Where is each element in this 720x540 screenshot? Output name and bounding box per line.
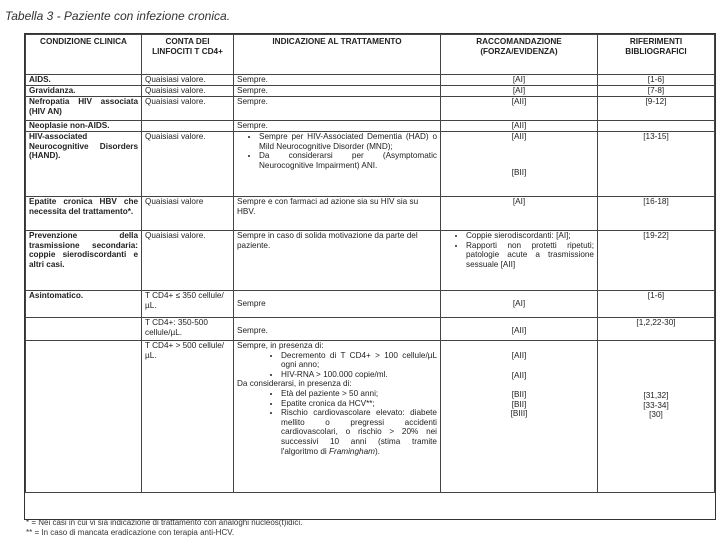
cell-references xyxy=(598,121,715,132)
cell-condition: Prevenzione della trasmissione secondaria: coppie sierodiscordanti e altri casi. xyxy=(26,231,142,291)
rec-value: [AII] xyxy=(511,326,527,335)
list-item xyxy=(281,408,437,456)
cell-indication: Sempre. xyxy=(234,75,441,86)
header-condition: CONDIZIONE CLINICA xyxy=(26,35,142,75)
cell-cd4: T CD4+: 350-500 cellule/µL. xyxy=(142,318,234,341)
cell-recommendation: [AI] xyxy=(441,75,598,86)
cell-indication xyxy=(234,291,441,318)
ref-value: [30] xyxy=(649,410,663,420)
table-row xyxy=(26,75,715,86)
cell-recommendation xyxy=(441,132,598,197)
cell-references: [1-6] xyxy=(598,291,715,318)
cell-indication: Sempre. xyxy=(234,121,441,132)
header-cd4: CONTA DEI LINFOCITI T CD4+ xyxy=(142,35,234,75)
cell-references: [1,2,22-30] xyxy=(598,318,715,341)
list-item-closing: ). xyxy=(374,446,380,456)
cell-condition: Gravidanza. xyxy=(26,86,142,97)
cell-cd4 xyxy=(142,121,234,132)
list-item: • HIV-RNA > 100.000 copie/ml. xyxy=(281,370,437,380)
cell-condition: Asintomatico. xyxy=(26,291,142,318)
table-row xyxy=(26,197,715,231)
cell-cd4: Quaisiasi valore. xyxy=(142,231,234,291)
table-row xyxy=(26,86,715,97)
indication-text: Sempre. xyxy=(237,326,268,335)
cell-indication: Sempre in caso di solida motivazione da parte del paziente. xyxy=(234,231,441,291)
list-item: • Da considerarsi per (Asymptomatic Neurocognitive Impairment) ANI. xyxy=(259,151,437,170)
indication-intro: Sempre, in presenza di: xyxy=(237,341,324,350)
cell-references: [13-15] xyxy=(598,132,715,197)
cell-indication xyxy=(234,132,441,197)
list-item: • Coppie sierodiscordanti: [AI]; xyxy=(466,231,594,241)
cell-references xyxy=(598,341,715,493)
header-recommendation: RACCOMANDAZIONE (FORZA/EVIDENZA) xyxy=(441,35,598,75)
cell-references: [16-18] xyxy=(598,197,715,231)
list-item-text: Rischio cardiovascolare elevato: diabete mellito o pregressi accidenti cardiovascolari, o rischio > 20% nei successivi 10 anni (stima tramite l'algoritmo di xyxy=(281,408,437,456)
cell-recommendation: [AII] xyxy=(441,97,598,121)
cell-cd4: Quaisiasi valore. xyxy=(142,132,234,197)
cell-recommendation: [AI] xyxy=(441,86,598,97)
table-row xyxy=(26,97,715,121)
table-row xyxy=(26,121,715,132)
cell-references: [9-12] xyxy=(598,97,715,121)
cell-references: [7-8] xyxy=(598,86,715,97)
cell-recommendation: [AII] xyxy=(441,121,598,132)
cell-condition: Neoplasie non-AIDS. xyxy=(26,121,142,132)
treatment-table xyxy=(25,34,715,493)
cell-condition: AIDS. xyxy=(26,75,142,86)
cell-condition: Nefropatia HIV associata (HIV AN) xyxy=(26,97,142,121)
list-item: • Sempre per HIV-Associated Dementia (HAD) o Mild Neurocognitive Disorder (MND); xyxy=(259,132,437,151)
cell-recommendation xyxy=(441,341,598,493)
indication-intro-2: Da considerarsi, in presenza di: xyxy=(237,379,352,389)
cell-indication xyxy=(234,318,441,341)
cell-cd4: Quaisiasi valore. xyxy=(142,97,234,121)
rec-value: [AI] xyxy=(512,299,526,308)
cell-recommendation xyxy=(441,231,598,291)
cell-cd4: Quaisiasi valore. xyxy=(142,75,234,86)
rec-value: [AII] xyxy=(511,351,527,360)
cell-recommendation: [AI] xyxy=(441,197,598,231)
cell-condition: HIV-associated Neurocognitive Disorders (HAND). xyxy=(26,132,142,197)
rec-value: [BIII] xyxy=(510,409,528,419)
list-item: • Epatite cronica da HCV**; xyxy=(281,399,437,409)
table-row xyxy=(26,231,715,291)
table-row xyxy=(26,132,715,197)
indication-text: Sempre xyxy=(237,299,266,308)
table-row xyxy=(26,318,715,341)
cell-indication xyxy=(234,341,441,493)
cell-condition xyxy=(26,318,142,341)
footnote: ** = In caso di mancata eradicazione con terapia anti-HCV. xyxy=(26,528,235,537)
rec-value: [AII] xyxy=(511,370,527,380)
cell-references: [1-6] xyxy=(598,75,715,86)
cell-condition xyxy=(26,341,142,493)
list-item: • Età del paziente > 50 anni; xyxy=(281,389,437,399)
rec-value: [AII] xyxy=(511,132,527,141)
header-references: RIFERIMENTI BIBLIOGRAFICI xyxy=(598,35,715,75)
cell-recommendation xyxy=(441,291,598,318)
rec-value: [BII] xyxy=(511,399,527,409)
table-title: Tabella 3 - Paziente con infezione cronica. xyxy=(5,9,231,23)
cell-cd4: Quaisiasi valore. xyxy=(142,86,234,97)
cell-recommendation xyxy=(441,318,598,341)
table-row xyxy=(26,291,715,318)
cell-indication: Sempre e con farmaci ad azione sia su HIV sia su HBV. xyxy=(234,197,441,231)
cell-cd4: T CD4+ ≤ 350 cellule/µL. xyxy=(142,291,234,318)
header-indication: INDICAZIONE AL TRATTAMENTO xyxy=(234,35,441,75)
cell-condition: Epatite cronica HBV che necessita del trattamento*. xyxy=(26,197,142,231)
cell-indication: Sempre. xyxy=(234,97,441,121)
ref-value: [31,32] xyxy=(643,391,669,400)
cell-references: [19-22] xyxy=(598,231,715,291)
table-row xyxy=(26,341,715,493)
rec-value: [BII] xyxy=(511,390,527,400)
framingham-term: Framingham xyxy=(328,446,375,456)
cell-cd4: T CD4+ > 500 cellule/µL. xyxy=(142,341,234,493)
list-item: • Decremento di T CD4+ > 100 cellule/µL ogni anno; xyxy=(281,351,437,370)
cell-cd4: Quaisiasi valore xyxy=(142,197,234,231)
footnote: * = Nei casi in cui vi sia indicazione di trattamento con analoghi nucleos(t)idici. xyxy=(26,518,303,527)
cell-indication: Sempre. xyxy=(234,86,441,97)
list-item: • Rapporti non protetti ripetuti; patologie acute a trasmissione sessuale [AII] xyxy=(466,241,594,270)
rec-value: [BII] xyxy=(511,167,527,177)
ref-value: [33-34] xyxy=(643,400,669,410)
